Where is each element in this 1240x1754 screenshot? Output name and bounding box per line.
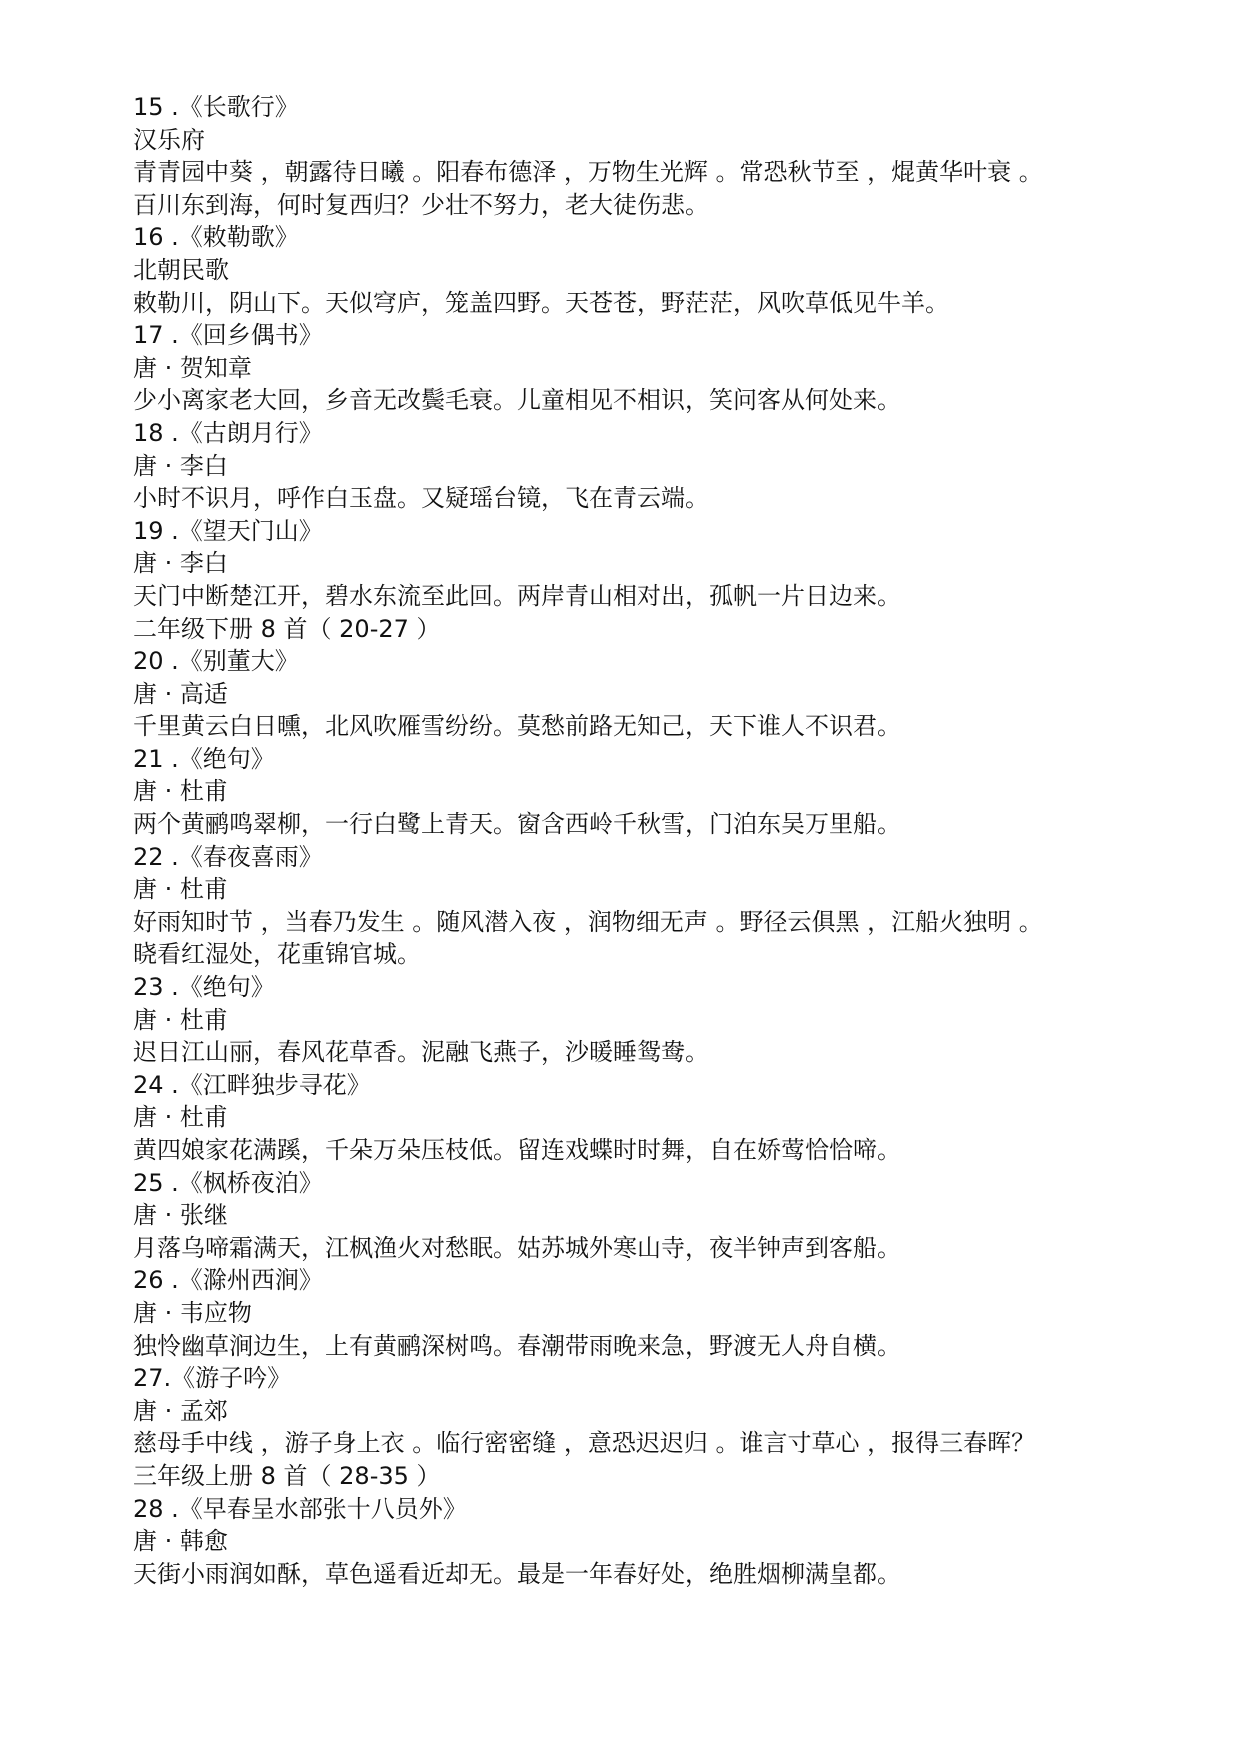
poem-author: 唐 · 高适 [133, 679, 228, 708]
poem-text: 慈母手中线 ，游子身上衣 。临行密密缝 ，意恐迟迟归 。谁言寸草心 ，报得三春晖？ [133, 1429, 1036, 1458]
poem-title: 16 .《敕勒歌》 [133, 223, 299, 252]
poem-author: 汉乐府 [133, 125, 205, 154]
section-heading: 二年级下册 8 首（ 20-27 ） [133, 614, 441, 643]
poem-title: 21 .《绝句》 [133, 744, 275, 773]
poem-title: 28 .《早春呈水部张十八员外》 [133, 1494, 467, 1523]
poem-author: 唐 · 杜甫 [133, 875, 228, 904]
poem-text: 两个黄鹂鸣翠柳，一行白鹭上青天。窗含西岭千秋雪，门泊东吴万里船。 [133, 810, 901, 839]
poem-text: 黄四娘家花满蹊，千朵万朵压枝低。留连戏蝶时时舞，自在娇莺恰恰啼。 [133, 1136, 901, 1164]
poem-author: 唐 · 贺知章 [133, 353, 252, 382]
poem-text: 青青园中葵 ，朝露待日曦 。阳春布德泽 ，万物生光辉 。常恐秋节至 ，焜黄华叶衰 。 [133, 158, 1043, 187]
poem-text: 小时不识月，呼作白玉盘。又疑瑶台镜，飞在青云端。 [133, 484, 709, 513]
poem-author: 唐 · 杜甫 [133, 1005, 228, 1034]
poem-title: 18 .《古朗月行》 [133, 418, 323, 447]
poem-title: 15 .《长歌行》 [133, 93, 299, 121]
section-heading: 三年级上册 8 首（ 28-35 ） [133, 1461, 441, 1490]
poem-text: 千里黄云白日曛，北风吹雁雪纷纷。莫愁前路无知己，天下谁人不识君。 [133, 712, 901, 741]
poem-author: 唐 · 李白 [133, 549, 228, 578]
poem-title: 23 .《绝句》 [133, 973, 275, 1002]
poem-text: 天街小雨润如酥，草色遥看近却无。最是一年春好处，绝胜烟柳满皇都。 [133, 1559, 901, 1588]
poem-title: 24 .《江畔独步寻花》 [133, 1070, 371, 1099]
document-page [133, 91, 1153, 1590]
poem-text: 百川东到海，何时复西归？少壮不努力，老大徒伤悲。 [133, 190, 709, 219]
poem-text: 迟日江山丽，春风花草香。泥融飞燕子，沙暖睡鸳鸯。 [133, 1038, 709, 1067]
poem-author: 唐 · 杜甫 [133, 777, 228, 806]
poem-text: 少小离家老大回，乡音无改鬓毛衰。儿童相见不相识，笑问客从何处来。 [133, 386, 901, 415]
poem-title: 27.《游子吟》 [133, 1364, 292, 1393]
poem-title: 22 .《春夜喜雨》 [133, 842, 323, 871]
poem-author: 唐 · 李白 [133, 451, 228, 480]
poem-author: 唐 · 杜甫 [133, 1103, 228, 1132]
poem-author: 唐 · 韦应物 [133, 1298, 252, 1327]
poem-text: 独怜幽草涧边生，上有黄鹂深树鸣。春潮带雨晚来急，野渡无人舟自横。 [133, 1331, 901, 1360]
poem-text: 天门中断楚江开，碧水东流至此回。两岸青山相对出，孤帆一片日边来。 [133, 581, 901, 610]
poem-author: 唐 · 韩愈 [133, 1527, 228, 1556]
poem-text: 敕勒川，阴山下。天似穹庐，笼盖四野。天苍苍，野茫茫，风吹草低见牛羊。 [133, 288, 949, 317]
poem-author: 北朝民歌 [133, 255, 229, 284]
poem-title: 26 .《滁州西涧》 [133, 1266, 323, 1295]
poem-text: 月落乌啼霜满天，江枫渔火对愁眠。姑苏城外寒山寺，夜半钟声到客船。 [133, 1233, 901, 1262]
poem-title: 19 .《望天门山》 [133, 516, 323, 545]
poem-title: 20 .《别董大》 [133, 647, 299, 676]
poem-author: 唐 · 张继 [133, 1201, 228, 1230]
poem-text: 好雨知时节 ，当春乃发生 。随风潜入夜 ，润物细无声 。野径云俱黑 ，江船火独明 。 [133, 907, 1043, 936]
poem-title: 17 .《回乡偶书》 [133, 321, 323, 350]
poem-author: 唐 · 孟郊 [133, 1396, 228, 1425]
poem-title: 25 .《枫桥夜泊》 [133, 1168, 323, 1197]
poem-text: 晓看红湿处，花重锦官城。 [133, 940, 421, 969]
